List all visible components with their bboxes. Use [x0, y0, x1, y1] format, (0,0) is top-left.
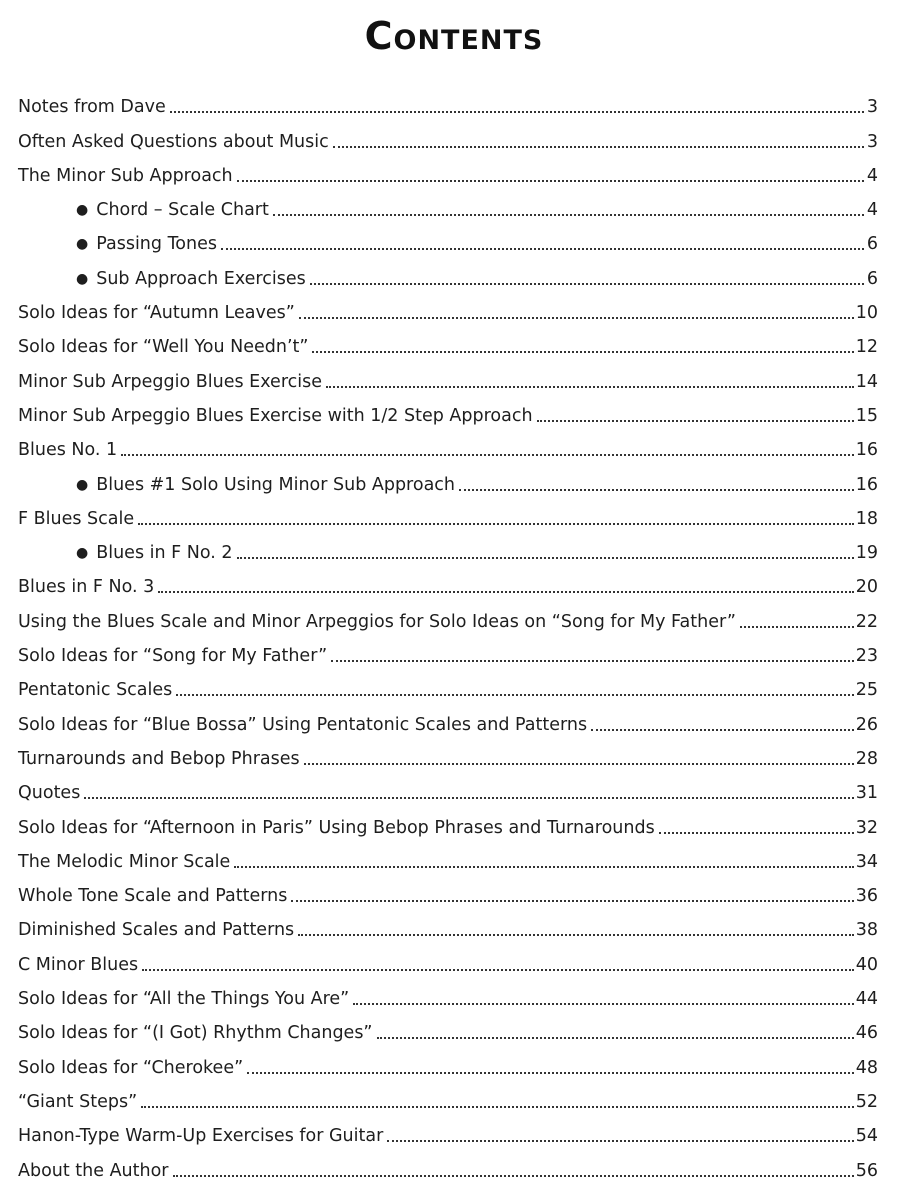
dot-leader — [176, 694, 853, 696]
toc-page-number: 34 — [855, 851, 878, 872]
toc-entry[interactable] — [18, 1010, 878, 1044]
dot-leader — [173, 1175, 854, 1177]
toc-page-number: 6 — [866, 234, 878, 255]
toc-page-number: 28 — [855, 748, 878, 769]
dot-leader — [333, 146, 864, 148]
toc-entry[interactable] — [18, 1113, 878, 1147]
toc-page-number: 32 — [855, 817, 878, 838]
dot-leader — [459, 489, 854, 491]
toc-page-number: 38 — [855, 920, 878, 941]
dot-leader — [326, 386, 854, 388]
toc-subentry[interactable] — [18, 221, 878, 255]
toc-entry-label: Notes from Dave — [18, 97, 166, 118]
toc-page-number: 14 — [855, 371, 878, 392]
toc-entry-label: C Minor Blues — [18, 954, 139, 975]
toc-entry-label: Solo Ideas for “Song for My Father” — [18, 646, 328, 667]
dot-leader — [537, 420, 854, 422]
toc-entry[interactable] — [18, 736, 878, 770]
bullet-icon: ● — [76, 545, 89, 562]
dot-leader — [84, 797, 853, 799]
toc-entry[interactable] — [18, 667, 878, 701]
toc-page-number: 46 — [855, 1023, 878, 1044]
toc-entry-label: Pentatonic Scales — [18, 680, 173, 701]
toc-entry[interactable] — [18, 427, 878, 461]
page-title: Contents — [364, 14, 544, 58]
toc-page-number: 16 — [855, 474, 878, 495]
dot-leader — [740, 626, 854, 628]
dot-leader — [237, 180, 864, 182]
toc-entry-label: The Minor Sub Approach — [18, 165, 233, 186]
dot-leader — [387, 1140, 853, 1142]
dot-leader — [331, 660, 854, 662]
toc-entry-label: Minor Sub Arpeggio Blues Exercise with 1/2 Step Approach — [18, 405, 533, 426]
toc-entry-label: F Blues Scale — [18, 508, 135, 529]
toc-page-number: 25 — [855, 680, 878, 701]
toc-entry[interactable] — [18, 290, 878, 324]
toc-entry[interactable] — [18, 1147, 878, 1181]
toc-entry-label: Passing Tones — [96, 234, 217, 255]
toc-entry[interactable] — [18, 941, 878, 975]
toc-page-number: 40 — [855, 954, 878, 975]
toc-subentry[interactable] — [18, 530, 878, 564]
toc-page-number: 4 — [866, 200, 878, 221]
toc-entry[interactable] — [18, 496, 878, 530]
bullet-icon: ● — [76, 270, 89, 287]
dot-leader — [158, 591, 853, 593]
dot-leader — [141, 1106, 854, 1108]
toc-entry-label: Quotes — [18, 783, 81, 804]
toc-subentry[interactable] — [18, 461, 878, 495]
dot-leader — [591, 729, 854, 731]
toc-entry-label: Chord – Scale Chart — [96, 200, 269, 221]
toc-entry[interactable] — [18, 393, 878, 427]
toc-subentry[interactable] — [18, 255, 878, 289]
toc-entry[interactable] — [18, 907, 878, 941]
toc-entry-label: The Melodic Minor Scale — [18, 851, 231, 872]
dot-leader — [237, 557, 854, 559]
dot-leader — [377, 1037, 854, 1039]
toc-entry[interactable] — [18, 633, 878, 667]
toc-entry[interactable] — [18, 839, 878, 873]
toc-page-number: 19 — [855, 543, 878, 564]
toc-entry-label: Solo Ideas for “Blue Bossa” Using Pentatonic Scales and Patterns — [18, 714, 588, 735]
dot-leader — [353, 1003, 853, 1005]
toc-entry-label: Whole Tone Scale and Patterns — [18, 886, 288, 907]
toc-entry-label: Turnarounds and Bebop Phrases — [18, 748, 300, 769]
toc-entry-label: Blues in F No. 2 — [96, 543, 233, 564]
toc-page-number: 52 — [855, 1091, 878, 1112]
dot-leader — [221, 248, 864, 250]
dot-leader — [273, 214, 864, 216]
toc-entry[interactable] — [18, 153, 878, 187]
toc-entry-label: Minor Sub Arpeggio Blues Exercise — [18, 371, 323, 392]
toc-page-number: 31 — [855, 783, 878, 804]
toc-page-number: 16 — [855, 440, 878, 461]
dot-leader — [142, 969, 854, 971]
toc-entry-label: Solo Ideas for “Autumn Leaves” — [18, 303, 295, 324]
dot-leader — [247, 1072, 854, 1074]
dot-leader — [170, 111, 864, 113]
toc-page-number: 26 — [855, 714, 878, 735]
dot-leader — [310, 283, 864, 285]
dot-leader — [304, 763, 854, 765]
dot-leader — [659, 832, 854, 834]
toc-page-number: 36 — [855, 886, 878, 907]
toc-subentry[interactable] — [18, 187, 878, 221]
toc-page-number: 10 — [855, 303, 878, 324]
toc-entry-label: Diminished Scales and Patterns — [18, 920, 295, 941]
toc-entry-label: Blues in F No. 3 — [18, 577, 155, 598]
dot-leader — [298, 934, 854, 936]
toc-entry[interactable] — [18, 1044, 878, 1078]
bullet-icon: ● — [76, 476, 89, 493]
toc-page-number: 22 — [855, 611, 878, 632]
table-of-contents — [18, 84, 878, 1182]
toc-page-number: 3 — [866, 97, 878, 118]
toc-entry[interactable] — [18, 358, 878, 392]
toc-entry-label: Solo Ideas for “Cherokee” — [18, 1057, 244, 1078]
toc-entry[interactable] — [18, 324, 878, 358]
dot-leader — [138, 523, 854, 525]
toc-entry[interactable] — [18, 976, 878, 1010]
toc-entry[interactable] — [18, 804, 878, 838]
toc-entry[interactable] — [18, 84, 878, 118]
toc-entry-label: Hanon-Type Warm-Up Exercises for Guitar — [18, 1126, 384, 1147]
toc-page-number: 3 — [866, 131, 878, 152]
toc-entry-label: Using the Blues Scale and Minor Arpeggios for Solo Ideas on “Song for My Father” — [18, 611, 736, 632]
toc-entry-label: Solo Ideas for “(I Got) Rhythm Changes” — [18, 1023, 373, 1044]
toc-entry-label: Blues No. 1 — [18, 440, 118, 461]
toc-page-number: 54 — [855, 1126, 878, 1147]
toc-entry-label: Solo Ideas for “Well You Needn’t” — [18, 337, 309, 358]
toc-entry-label: “Giant Steps” — [18, 1091, 138, 1112]
toc-page-number: 23 — [855, 646, 878, 667]
dot-leader — [121, 454, 854, 456]
dot-leader — [312, 351, 853, 353]
toc-entry-label: About the Author — [18, 1160, 169, 1181]
toc-entry-label: Solo Ideas for “All the Things You Are” — [18, 989, 350, 1010]
toc-entry-label: Sub Approach Exercises — [96, 268, 306, 289]
toc-entry[interactable] — [18, 873, 878, 907]
toc-entry[interactable] — [18, 1079, 878, 1113]
toc-page-number: 15 — [855, 405, 878, 426]
toc-entry-label: Blues #1 Solo Using Minor Sub Approach — [96, 474, 456, 495]
dot-leader — [299, 317, 854, 319]
toc-page-number: 20 — [855, 577, 878, 598]
toc-entry[interactable] — [18, 770, 878, 804]
toc-page-number: 6 — [866, 268, 878, 289]
bullet-icon: ● — [76, 236, 89, 253]
toc-entry[interactable] — [18, 118, 878, 152]
toc-entry[interactable] — [18, 598, 878, 632]
toc-page-number: 12 — [855, 337, 878, 358]
toc-entry-label: Solo Ideas for “Afternoon in Paris” Using Bebop Phrases and Turnarounds — [18, 817, 655, 838]
toc-page-number: 48 — [855, 1057, 878, 1078]
toc-entry[interactable] — [18, 701, 878, 735]
toc-page-number: 56 — [855, 1160, 878, 1181]
dot-leader — [291, 900, 853, 902]
dot-leader — [234, 866, 853, 868]
toc-page-number: 44 — [855, 989, 878, 1010]
toc-page-number: 18 — [855, 508, 878, 529]
toc-entry-label: Often Asked Questions about Music — [18, 131, 329, 152]
toc-entry[interactable] — [18, 564, 878, 598]
toc-page-number: 4 — [866, 165, 878, 186]
bullet-icon: ● — [76, 202, 89, 219]
